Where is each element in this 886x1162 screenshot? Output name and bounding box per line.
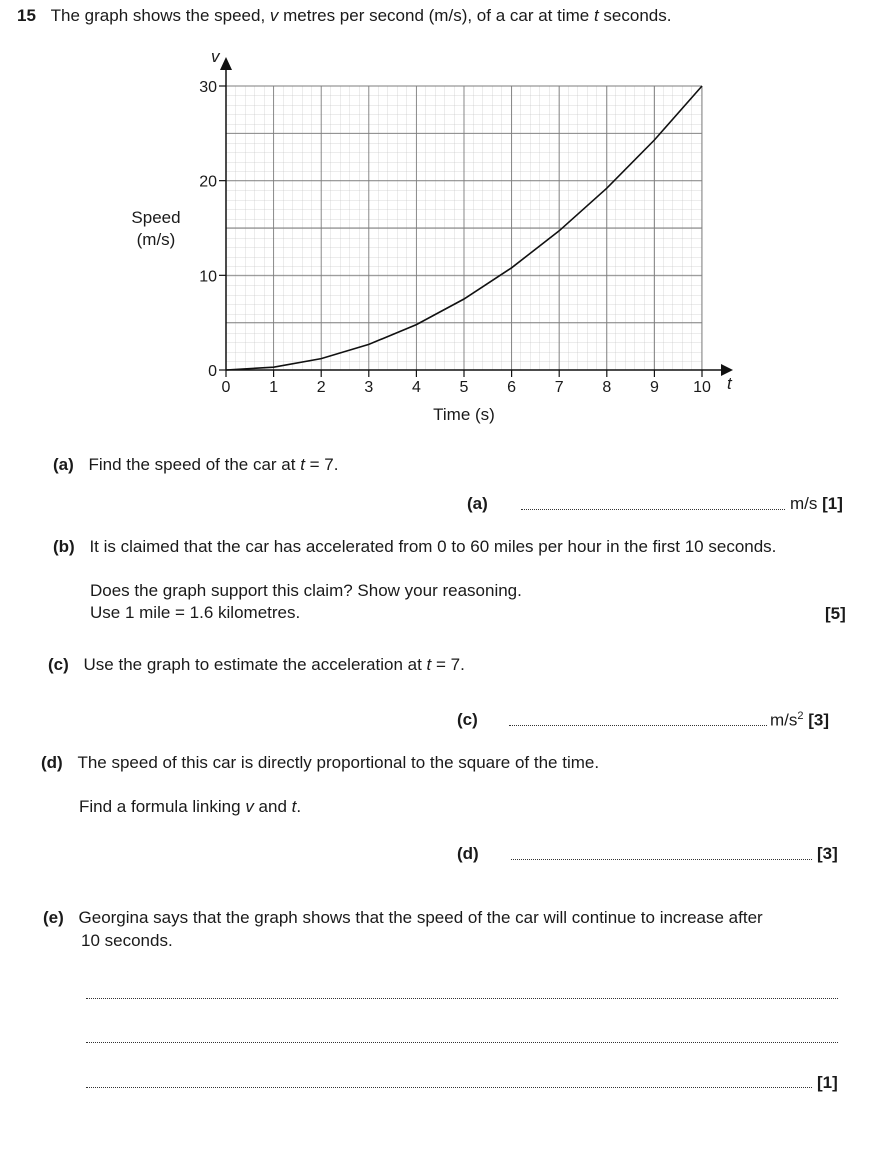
- part-e-marks: [1]: [817, 1073, 838, 1092]
- x-tick-label: 1: [269, 379, 279, 396]
- part-e-line1: Georgina says that the graph shows that the speed of the car will continue to increase after: [78, 908, 763, 927]
- x-tick-label: 0: [221, 379, 231, 396]
- answer-c-unit: $m/s^2$ [3]: [770, 710, 830, 730]
- answer-d-label: (d): [457, 844, 479, 863]
- answer-e-line-2[interactable]: [86, 1042, 838, 1043]
- answer-a-unit: m/s [1]: [790, 494, 843, 513]
- y-tick-label: 10: [199, 268, 217, 286]
- x-tick-label: 4: [411, 379, 421, 396]
- part-b-label: (b): [53, 537, 75, 556]
- x-tick-label: 10: [693, 379, 711, 396]
- y-tick-label: 20: [199, 173, 217, 191]
- x-tick-label: 6: [507, 379, 517, 396]
- part-b-line3: Use 1 mile = 1.6 kilometres.: [90, 603, 301, 622]
- part-a-text: Find the speed of the car at t = 7.: [88, 455, 339, 474]
- part-a-label: (a): [53, 455, 74, 474]
- part-a-marks: [1]: [822, 494, 843, 513]
- y-axis-label-line1: Speed: [131, 208, 181, 227]
- y-axis-arrow: [220, 57, 232, 70]
- part-e-line2: 10 seconds.: [81, 931, 173, 950]
- answer-d-line[interactable]: [511, 859, 812, 860]
- answer-e-line-3[interactable]: [86, 1087, 812, 1088]
- part-d-marks: [3]: [817, 844, 838, 863]
- part-e: [43, 908, 763, 928]
- y-axis-symbol: v: [211, 47, 220, 66]
- part-d-label: (d): [41, 753, 63, 772]
- part-a: [53, 455, 339, 475]
- part-c: [48, 655, 465, 675]
- part-d: [41, 753, 599, 773]
- part-e-label: (e): [43, 908, 64, 927]
- x-axis-label: Time (s): [433, 405, 495, 424]
- part-c-label: (c): [48, 655, 69, 674]
- part-d-line2: Find a formula linking v and t.: [79, 797, 302, 816]
- x-tick-label: 9: [649, 379, 659, 396]
- part-c-text: Use the graph to estimate the acceleration at t = 7.: [83, 655, 465, 674]
- part-b-line1: It is claimed that the car has accelerated from 0 to 60 miles per hour in the first 10 seconds.: [89, 537, 777, 556]
- part-b-marks: [5]: [825, 604, 846, 623]
- y-tick-label: 30: [199, 79, 217, 96]
- x-tick-label: 8: [602, 379, 612, 396]
- part-c-marks: [3]: [808, 710, 830, 730]
- x-tick-label: 3: [364, 379, 374, 396]
- answer-a-line[interactable]: [521, 509, 785, 510]
- answer-c-label: (c): [457, 710, 478, 729]
- x-axis-symbol: t: [727, 374, 732, 393]
- part-d-line1: The speed of this car is directly proportional to the square of the time.: [77, 753, 600, 772]
- question-number: 15: [17, 6, 36, 25]
- answer-e-line-1[interactable]: [86, 998, 838, 999]
- x-tick-label: 2: [316, 379, 326, 396]
- x-tick-label: 7: [554, 379, 564, 396]
- question-intro: The graph shows the speed, v metres per second (m/s), of a car at time t seconds.: [50, 6, 672, 25]
- part-b: [53, 537, 776, 557]
- answer-c-line[interactable]: [509, 725, 767, 726]
- speed-time-graph: [0, 0, 886, 440]
- y-axis-label-line2: (m/s): [136, 230, 176, 249]
- part-b-line2: Does the graph support this claim? Show your reasoning.: [90, 581, 522, 600]
- y-tick-label: 0: [208, 363, 217, 380]
- answer-a-label: (a): [467, 494, 488, 513]
- x-tick-label: 5: [459, 379, 469, 396]
